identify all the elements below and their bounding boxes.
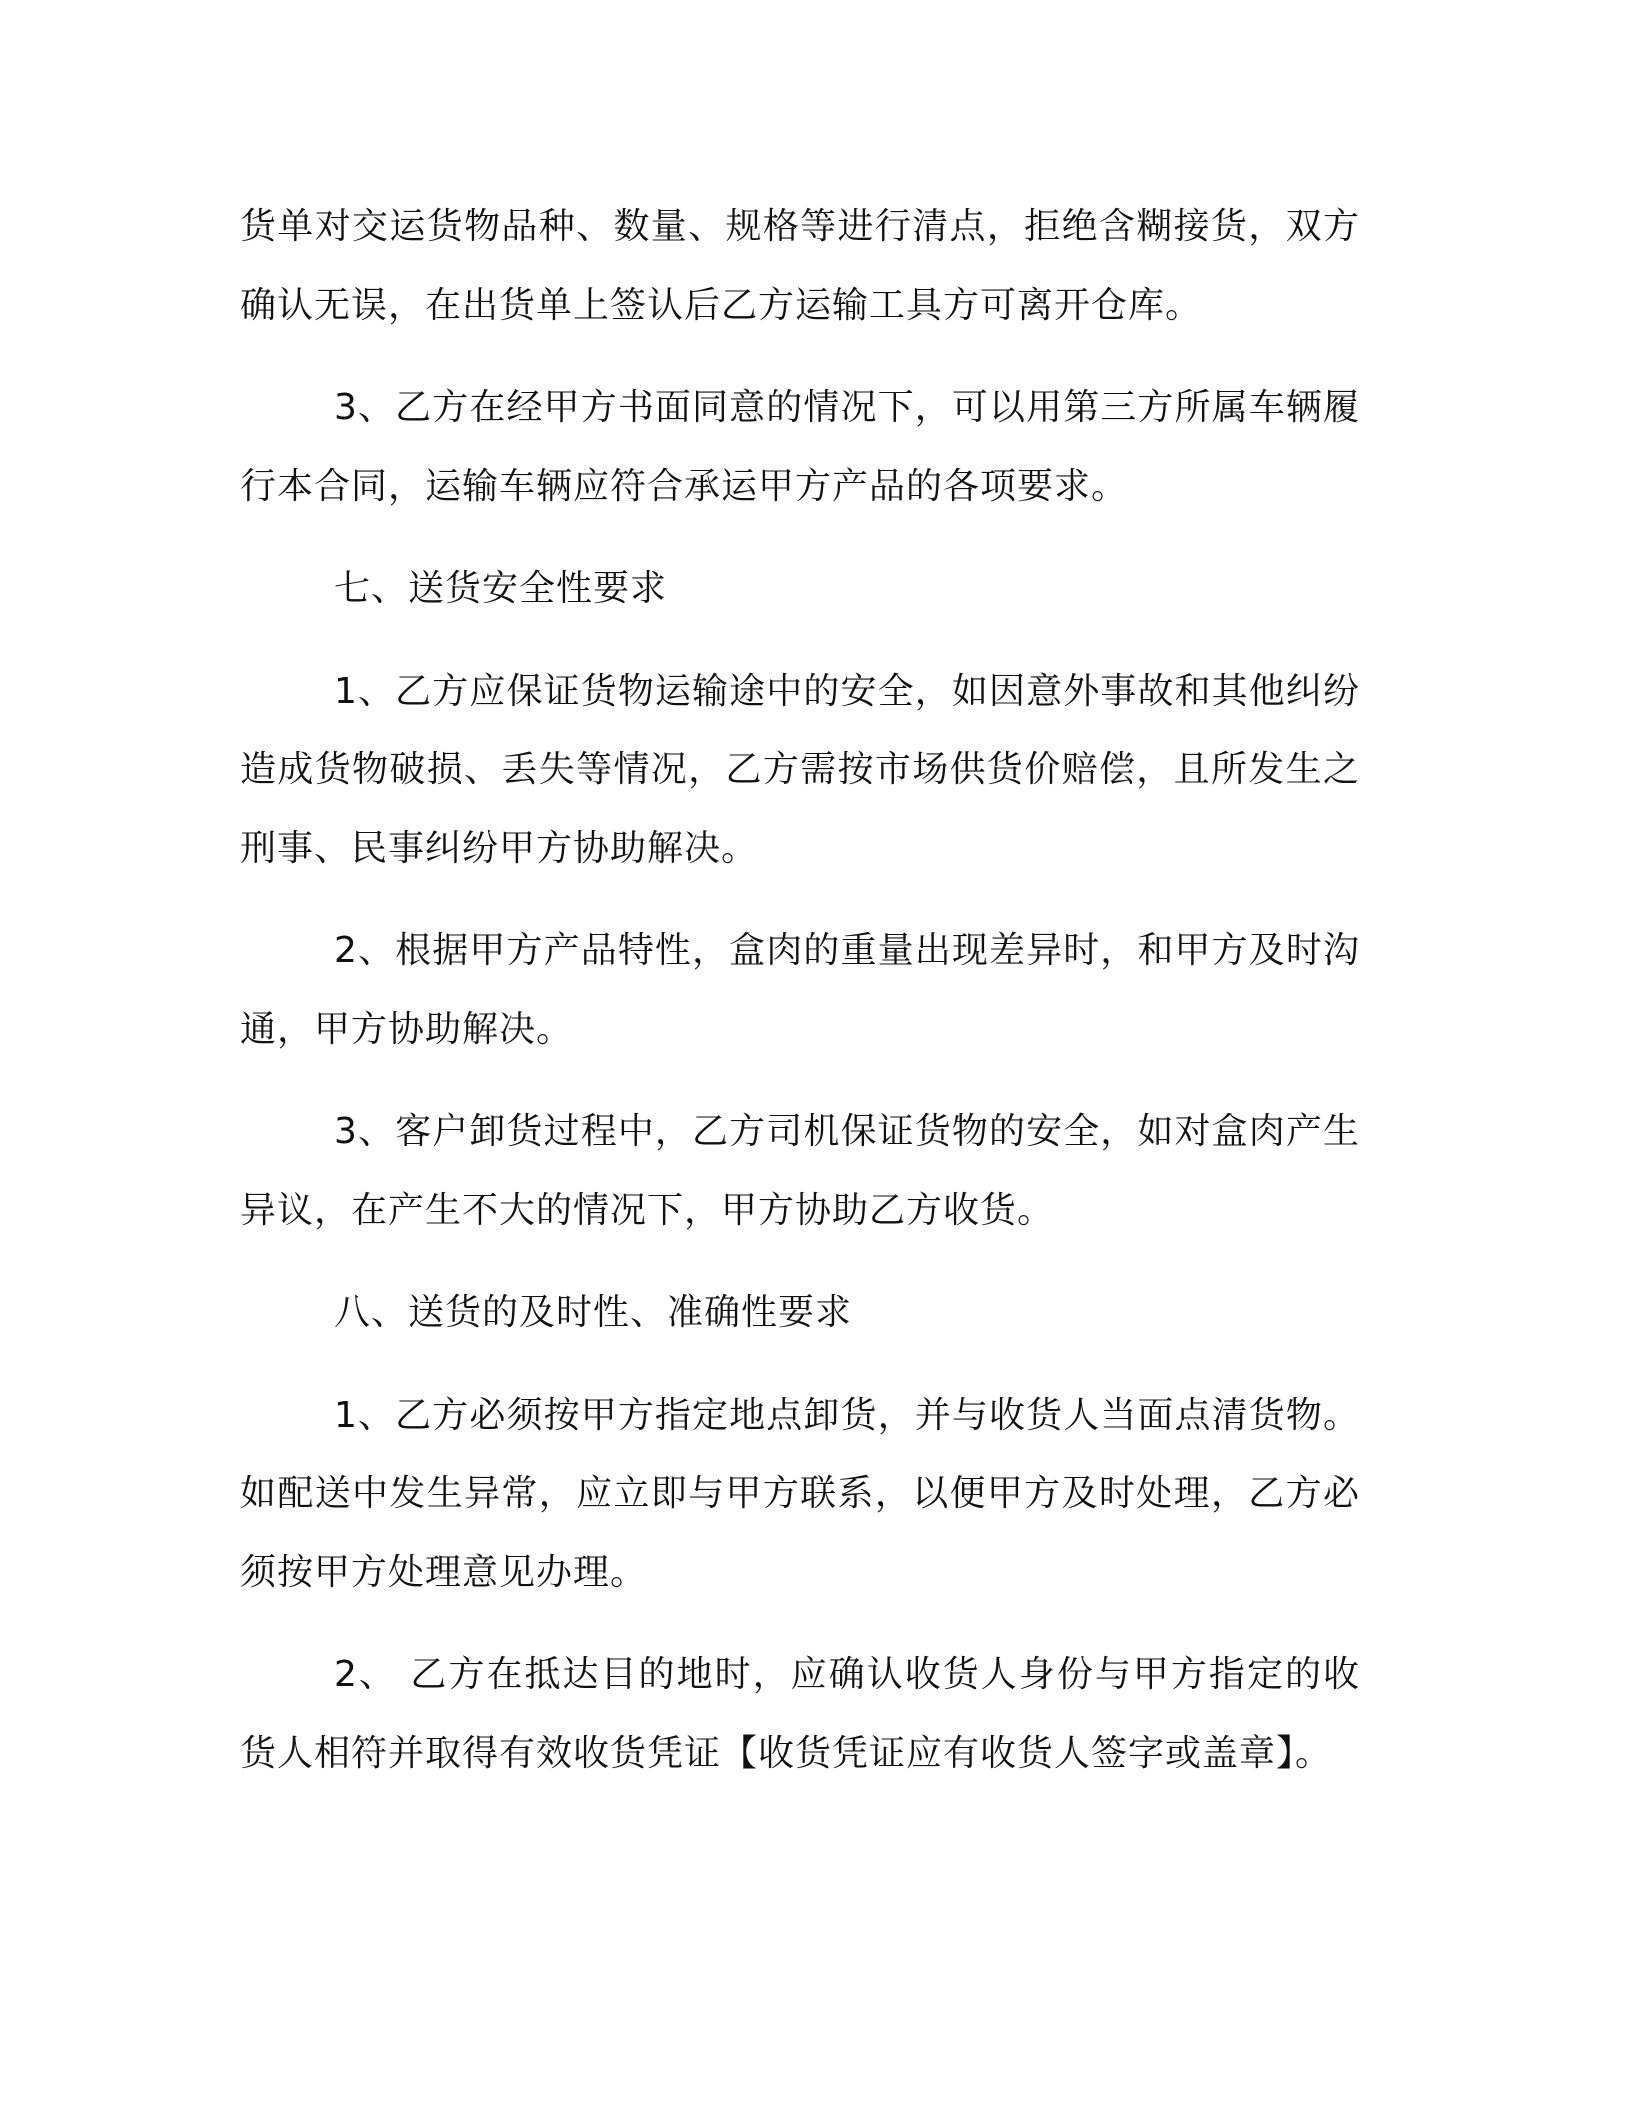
heading-section8: 八、送货的及时性、准确性要求	[334, 1292, 853, 1333]
paragraph-section7-item1: 1、乙方应保证货物运输途中的安全，如因意外事故和其他纠纷造成货物破损、丢失等情况，乙方需按市场供货价赔偿，且所发生之刑事、民事纠纷甲方协助解决。	[240, 670, 1360, 869]
paragraph-section8-item1: 1、乙方必须按甲方指定地点卸货，并与收货人当面点清货物。如配送中发生异常，应立即与甲方联系，以便甲方及时处理，乙方必须按甲方处理意见办理。	[240, 1394, 1360, 1593]
paragraph-section7-item2: 2、根据甲方产品特性，盒肉的重量出现差异时，和甲方及时沟通，甲方协助解决。	[240, 930, 1360, 1050]
paragraph-section6-item3: 3、乙方在经甲方书面同意的情况下，可以用第三方所属车辆履行本合同，运输车辆应符合承运甲方产品的各项要求。	[240, 387, 1360, 507]
heading-section7: 七、送货安全性要求	[334, 568, 668, 609]
paragraph-section8-item2: 2、 乙方在抵达目的地时，应确认收货人身份与甲方指定的收货人相符并取得有效收货凭证【收货凭证应有收货人签字或盖章】。	[240, 1654, 1360, 1774]
paragraph-section7-item3: 3、客户卸货过程中，乙方司机保证货物的安全，如对盒肉产生异议，在产生不大的情况下，甲方协助乙方收货。	[240, 1111, 1360, 1231]
document-body	[240, 188, 1360, 1817]
paragraph-continuation: 货单对交运货物品种、数量、规格等进行清点，拒绝含糊接货，双方确认无误，在出货单上签认后乙方运输工具方可离开仓库。	[240, 206, 1360, 326]
